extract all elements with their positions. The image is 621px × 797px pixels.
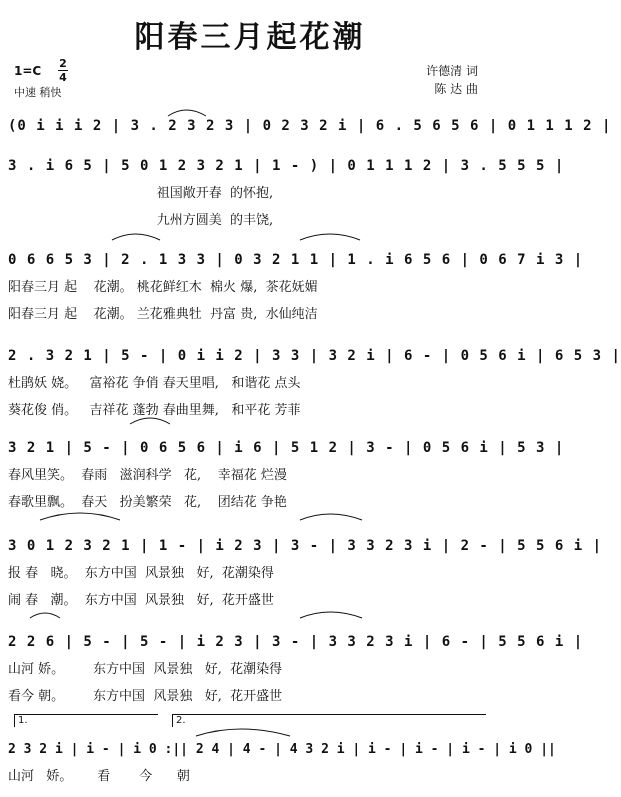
lyric-verse-1: 山河 娇。 东方中国 风景独 好, 花潮染得 — [8, 662, 283, 677]
slur — [300, 234, 360, 240]
lyric-verse-1: 祖国敞开春 的怀抱, — [8, 186, 274, 201]
notation-line: 2 3 2 i | i - | i 0 :|| 2 4 | 4 - | 4 3 2 i | i - | i - | i - | i 0 || — [8, 742, 556, 757]
lyric-verse-2: 葵花俊 俏。 吉祥花 蓬勃 春曲里舞, 和平花 芳菲 — [8, 403, 301, 418]
lyric-verse-1: 杜鹃妖 娆。 富裕花 争俏 春天里唱, 和谐花 点头 — [8, 376, 301, 391]
slur — [30, 613, 60, 618]
notation-line: 2 . 3 2 1 | 5 - | 0 i i 2 | 3 3 | 3 2 i | 6 - | 0 5 6 i | 6 5 3 | — [8, 348, 621, 364]
second-ending-bracket — [172, 714, 486, 727]
lyric-verse-2: 九州方圆美 的丰饶, — [8, 213, 274, 228]
first-ending-bracket — [14, 714, 158, 727]
music-system-2 — [8, 158, 565, 228]
lyric-verse-2: 阳春三月 起 花潮。 兰花雅典牡 丹富 贵, 水仙纯洁 — [8, 307, 318, 322]
music-system-1 — [8, 118, 612, 134]
lyric-verse-1: 阳春三月 起 花潮。 桃花鲜红木 棉火 爆, 茶花妩媚 — [8, 280, 318, 295]
music-system-5 — [8, 440, 565, 510]
notation-line: 3 0 1 2 3 2 1 | 1 - | i 2 3 | 3 - | 3 3 2 3 i | 2 - | 5 5 6 i | — [8, 538, 603, 554]
lyric-verse-2: 看今 朝。 东方中国 风景独 好, 花开盛世 — [8, 689, 283, 704]
notation-line: 3 2 1 | 5 - | 0 6 5 6 | i 6 | 5 1 2 | 3 - | 0 5 6 i | 5 3 | — [8, 440, 565, 456]
time-signature-bottom: 4 — [59, 71, 67, 84]
lyric-verse-1: 山河 娇。 看 今 朝 — [8, 769, 190, 784]
lyric-verse-2: 闹 春 潮。 东方中国 风景独 好, 花开盛世 — [8, 593, 274, 608]
tempo-marking: 中速 稍快 — [14, 86, 62, 99]
composer-credit: 陈 达 曲 — [434, 82, 478, 96]
second-ending-label: 2. — [176, 715, 186, 726]
slur — [196, 729, 290, 736]
notation-line: (0 i i i 2 | 3 . 2 3 2 3 | 0 2 3 2 i | 6 . 5 6 5 6 | 0 1 1 1 2 | — [8, 118, 612, 134]
time-signature-top: 2 — [59, 57, 67, 70]
lyric-verse-1: 春风里笑。 春雨 滋润科学 花, 幸福花 烂漫 — [8, 468, 287, 483]
music-system-8 — [8, 742, 556, 784]
key-signature: 1=C — [14, 64, 42, 78]
notation-line: 3 . i 6 5 | 5 0 1 2 3 2 1 | 1 - ) | 0 1 1 1 2 | 3 . 5 5 5 | — [8, 158, 565, 174]
music-system-7 — [8, 634, 584, 704]
lyric-verse-2: 春歌里飘。 春天 扮美繁荣 花, 团结花 争艳 — [8, 495, 287, 510]
first-ending-label: 1. — [18, 715, 28, 726]
time-signature — [58, 58, 68, 83]
music-system-3 — [8, 252, 584, 322]
lyricist-credit: 许德清 词 — [426, 64, 478, 78]
lyric-verse-1: 报 春 晓。 东方中国 风景独 好, 花潮染得 — [8, 566, 274, 581]
notation-line: 2 2 6 | 5 - | 5 - | i 2 3 | 3 - | 3 3 2 3 i | 6 - | 5 5 6 i | — [8, 634, 584, 650]
slur — [300, 514, 362, 520]
slur — [130, 418, 170, 424]
music-system-6 — [8, 538, 603, 608]
music-system-4 — [8, 348, 621, 418]
slur — [300, 612, 362, 618]
song-title: 阳春三月起花潮 — [134, 20, 366, 55]
slur — [40, 513, 120, 520]
notation-line: 0 6 6 5 3 | 2 . 1 3 3 | 0 3 2 1 1 | 1 . i 6 5 6 | 0 6 7 i 3 | — [8, 252, 584, 268]
slur — [168, 110, 206, 116]
slur — [112, 234, 160, 240]
